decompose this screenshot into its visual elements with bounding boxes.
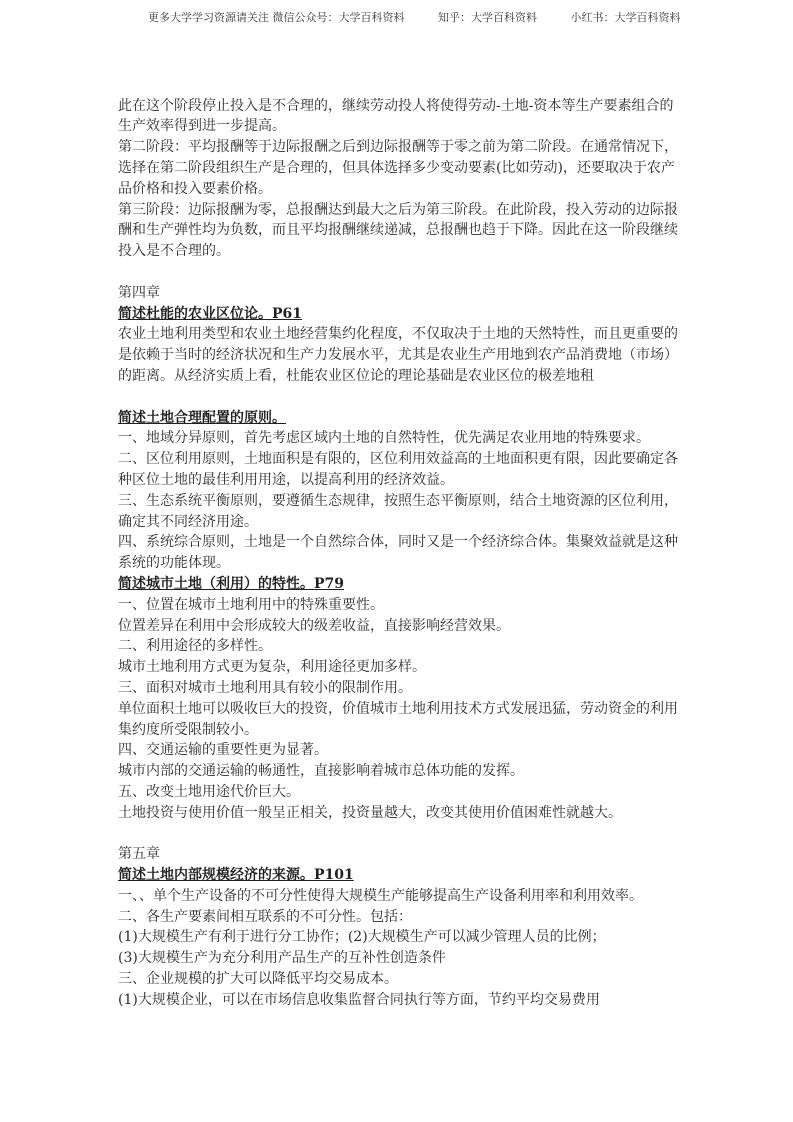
text-line: 一、位置在城市土地利用中的特殊重要性。 [118,596,384,613]
chapter-label: 第四章 [118,284,160,301]
text-line: 酬和生产弹性均为负数，而且平均报酬继续递减，总报酬也趋于下降。因此在这一阶段继续 [118,222,678,239]
text-line: 农业土地利用类型和农业土地经营集约化程度，不仅取决于土地的天然特性，而且更重要的 [118,326,678,343]
spacer [118,262,688,283]
document-body [118,96,688,1011]
section-heading: 简述城市土地（利用）的特性。P79 [118,575,345,592]
text-line: 此在这个阶段停止投入是不合理的，继续劳动投人将使得劳动-土地-资本等生产要素组合的 [118,97,674,114]
text-line: 的距离。从经济实质上看，杜能农业区位论的理论基础是农业区位的极差地租 [118,367,594,384]
text-line: 品价格和投入要素价格。 [118,180,272,197]
text-line: 选择在第二阶段组织生产是合理的，但具体选择多少变动要素(比如劳动)，还要取决于农产 [118,159,675,176]
spacer [118,387,688,408]
text-line: 城市土地利用方式更为复杂，利用途径更加多样。 [118,659,426,676]
intro-paragraphs [118,96,688,262]
text-line: 生产效率得到进一步提高。 [118,118,286,135]
text-line: 第二阶段：平均报酬等于边际报酬之后到边际报酬等于零之前为第二阶段。在通常情况下， [118,139,678,156]
header-xiaohongshu: 小红书：大学百科资料 [570,11,681,24]
text-line: 一、地域分异原则，首先考虑区域内土地的自然特性，优先满足农业用地的特殊要求。 [118,430,650,447]
text-line: 第三阶段：边际报酬为零，总报酬达到最大之后为第三阶段。在此阶段，投入劳动的边际报 [118,201,678,218]
text-line: (1)大规模生产有利于进行分工协作；(2)大规模生产可以减少管理人员的比例； [118,929,606,946]
text-line: 二、各生产要素间相互联系的不可分性。包括： [118,908,412,925]
text-line: (3)大规模生产为充分利用产品生产的互补性创造条件 [118,950,446,967]
page-header [148,9,681,25]
section-heading: 简述土地合理配置的原则。 [118,409,286,426]
spacer [118,823,688,844]
text-line: 二、区位利用原则，土地面积是有限的，区位利用效益高的土地面积更有限，因此要确定各 [118,451,678,468]
section-heading: 简述杜能的农业区位论。P61 [118,305,303,322]
text-line: 集约度所受限制较小。 [118,721,258,738]
header-notice: 更多大学学习资源请关注 微信公众号：大学百科资料 [148,11,405,24]
text-line: 一、、单个生产设备的不可分性使得大规模生产能够提高生产设备利用率和利用效率。 [118,887,643,904]
text-line: 系统的功能体现。 [118,555,230,572]
text-line: 五、改变土地用途代价巨大。 [118,783,300,800]
section-heading: 简述土地内部规模经济的来源。P101 [118,867,354,884]
text-line: 四、交通运输的重要性更为显著。 [118,742,328,759]
text-line: 城市内部的交通运输的畅通性，直接影响着城市总体功能的发挥。 [118,763,524,780]
text-line: 单位面积土地可以吸收巨大的投资，价值城市土地利用技术方式发展迅猛，劳动资金的利用 [118,700,678,717]
text-line: 三、生态系统平衡原则，要遵循生态规律，按照生态平衡原则，结合土地资源的区位利用， [118,492,678,509]
header-zhihu: 知乎：大学百科资料 [438,11,537,24]
text-line: 四、系统综合原则，土地是一个自然综合体，同时又是一个经济综合体。集聚效益就是这种 [118,534,678,551]
text-line: 三、企业规模的扩大可以降低平均交易成本。 [118,971,398,988]
chapter-label: 第五章 [118,846,160,863]
text-line: (1)大规模企业，可以在市场信息收集监督合同执行等方面，节约平均交易费用 [118,991,600,1008]
text-line: 位置差异在利用中会形成较大的级差收益，直接影响经营效果。 [118,617,510,634]
text-line: 投入是不合理的。 [118,243,230,260]
text-line: 二、利用途径的多样性。 [118,638,272,655]
text-line: 种区位土地的最佳利用用途，以提高利用的经济效益。 [118,471,454,488]
text-line: 三、面积对城市土地利用具有较小的限制作用。 [118,679,412,696]
text-line: 土地投资与使用价值一般呈正相关，投资量越大，改变其使用价值困难性就越大。 [118,804,622,821]
text-line: 确定其不同经济用途。 [118,513,258,530]
text-line: 是依赖于当时的经济状况和生产力发展水平，尤其是农业生产用地到农产品消费地（市场） [118,347,678,364]
